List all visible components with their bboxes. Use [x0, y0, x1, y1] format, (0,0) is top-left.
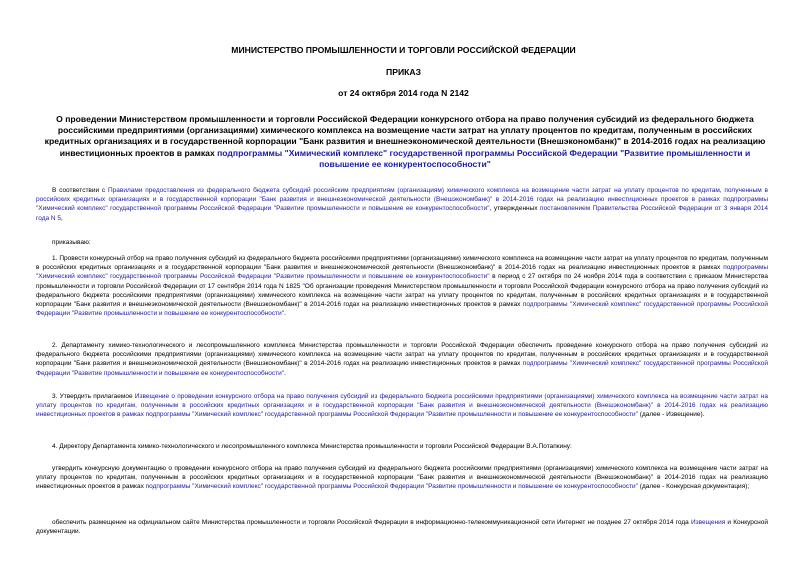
intro-text-a: В соответствии с: [52, 187, 108, 194]
p3-text-a: 3. Утвердить прилагаемое: [52, 393, 135, 400]
document-type: ПРИКАЗ: [386, 67, 421, 77]
paragraph-6: [36, 518, 768, 536]
paragraph-5: [36, 464, 768, 492]
notice-link[interactable]: Извещение о проведении конкурсного отбора на право получения субсидий из федерального бюджета российскими предприятиями (организациями) химического комплекса на возмещение части затрат на уплату процентов по кредитам, полученным в российских кредитных организациях и в государственной корпорации "Банк развития и внешнеэкономической деятельности (Внешэкономбанк)" в 2014-2016 годах на реализацию инвестиционных проектов в рамках подпрограммы "Химический комплекс" государственной программы Российской Федерации "Развитие промышленности и повышение ее конкурентоспособности": [36, 393, 768, 419]
p1-subprogram-link-1[interactable]: подпрограммы "Химический комплекс" государственной программы Российской Федерации "Развитие промышленности и повышение ее конкурентоспособности": [36, 264, 768, 281]
paragraph-1: [36, 254, 768, 318]
p2-text-a: 2. Департаменту химико-технологического и лесопромышленного комплекса Министерства промышленности и торговли Российской Федерации обеспечить проведение конкурсного отбора на право получения субсидий из федерального бюджета российскими предприятиями (организациями) химического комплекса на возмещение части затрат на уплату процентов по кредитам, полученным в российских кредитных организациях и в государственной корпорации "Банк развития и внешнеэкономической деятельности (Внешэкономбанк)" в 2014-2016 годах на реализацию инвестиционных проектов в рамках: [36, 342, 768, 368]
document-title: [42, 114, 768, 170]
p2-text-b: .: [284, 369, 286, 377]
intro-paragraph: [36, 186, 768, 223]
title-text: О проведении Министерством промышленности и торговли Российской Федерации конкурсного отбора на право получения субсидий из федерального бюджета российскими предприятиями (организациями) химического комплекса на возмещение части затрат на уплату процентов по кредитам, полученным в российских кредитных организациях и в государственной корпорации "Банк развития и внешнеэкономической деятельности (Внешэкономбанк)" в 2014-2016 годах на реализацию инвестиционных проектов в рамках: [44, 114, 766, 158]
intro-text-c: ,: [61, 214, 63, 222]
p1-text-c: .: [284, 310, 286, 318]
p4-text: 4. Директору Департамента химико-технологического и лесопромышленного комплекса Министерства промышленности и торговли Российской Федерации В.А.Потапкину:: [52, 443, 572, 450]
p6-text-b: и Конкурсной документации.: [36, 519, 769, 536]
p5-subprogram-link[interactable]: подпрограммы "Химический комплекс" государственной программы Российской Федерации "Развитие промышленности и повышение ее конкурентоспособности": [145, 483, 638, 491]
order-word: [36, 238, 768, 247]
government-decree-link[interactable]: постановлением Правительства Российской Федерации от 3 января 2014 года N 5: [36, 205, 768, 222]
p5-text-b: (далее - Конкурсная документация);: [637, 483, 750, 491]
intro-text-b: , утвержденных: [489, 205, 541, 213]
paragraph-4: [36, 442, 768, 451]
rules-link[interactable]: Правилами предоставления из федерального бюджета субсидий российским предприятиям (организациям) химического комплекса на возмещение части затрат на уплату процентов по кредитам, полученным в российских кредитных организациях и в государственной корпорации "Банк развития и внешнеэкономической деятельности (Внешэкономбанк)" в 2014-2016 годах на реализацию инвестиционных проектов в рамках подпрограммы "Химический комплекс" государственной программы Российской Федерации "Развитие промышленности и повышение ее конкурентоспособности": [36, 187, 768, 213]
p5-text-a: утвердить конкурсную документацию о проведении конкурсного отбора на право получения субсидий из федерального бюджета российскими предприятиями (организациями) химического комплекса на возмещение части затрат на уплату процентов по кредитам, полученным в российских кредитных организациях и в государственной корпорации "Банк развития и внешнеэкономической деятельности (Внешэкономбанк)" в 2014-2016 годах на реализацию инвестиционных проектов в рамках: [36, 465, 768, 491]
order-word-text: приказываю:: [52, 239, 91, 246]
paragraph-3: [36, 392, 768, 420]
p1-subprogram-link-2[interactable]: подпрограммы "Химический комплекс" государственной программы Российской Федерации "Развитие промышленности и повышение ее конкурентоспособности": [36, 301, 768, 318]
document-date-number: от 24 октября 2014 года N 2142: [338, 88, 469, 98]
ministry-heading: МИНИСТЕРСТВО ПРОМЫШЛЕННОСТИ И ТОРГОВЛИ РОССИЙСКОЙ ФЕДЕРАЦИИ: [231, 45, 576, 55]
p3-text-b: (далее - Извещение).: [637, 411, 705, 419]
p2-subprogram-link[interactable]: подпрограммы "Химический комплекс" государственной программы Российской Федерации "Развитие промышленности и повышение ее конкурентоспособности": [36, 360, 768, 377]
title-subprogram-link[interactable]: подпрограммы "Химический комплекс" государственной программы Российской Федерации "Развитие промышленности и повышение ее конкурентоспособности": [217, 147, 751, 169]
p1-text-a: 1. Провести конкурсный отбор на право получения субсидий из федерального бюджета российскими предприятиями (организациями) химического комплекса на возмещение части затрат на уплату процентов по кредитам, полученным в российских кредитных организациях и в государственной корпорации "Банк развития и внешнеэкономической деятельности (Внешэкономбанк)" в 2014-2016 годах на реализацию инвестиционных проектов в рамках: [36, 255, 768, 272]
p6-text-a: обеспечить размещение на официальном сайте Министерства промышленности и торговли Российской Федерации в информационно-телекоммуникационной сети Интернет не позднее 27 октября 2014 года: [52, 519, 691, 526]
paragraph-2: [36, 341, 768, 378]
p1-text-b: в период с 27 октября по 24 ноября 2014 года в соответствии с приказом Министерства промышленности и торговли Российской Федерации от 17 сентября 2014 года N 1825 "Об организации проведения Министерством промышленности и торговли Российской Федерации конкурсного отбора на право получения субсидий из федерального бюджета российскими предприятиями (организациями) химического комплекса на возмещение части затрат на уплату процентов по кредитам, полученным в российских кредитных организациях и в государственной корпорации "Банк развития и внешнеэкономической деятельности (Внешэкономбанк)" в 2014-2016 годах на реализацию инвестиционных проектов в рамках: [36, 273, 768, 309]
notice-link-2[interactable]: Извещения: [690, 519, 726, 526]
